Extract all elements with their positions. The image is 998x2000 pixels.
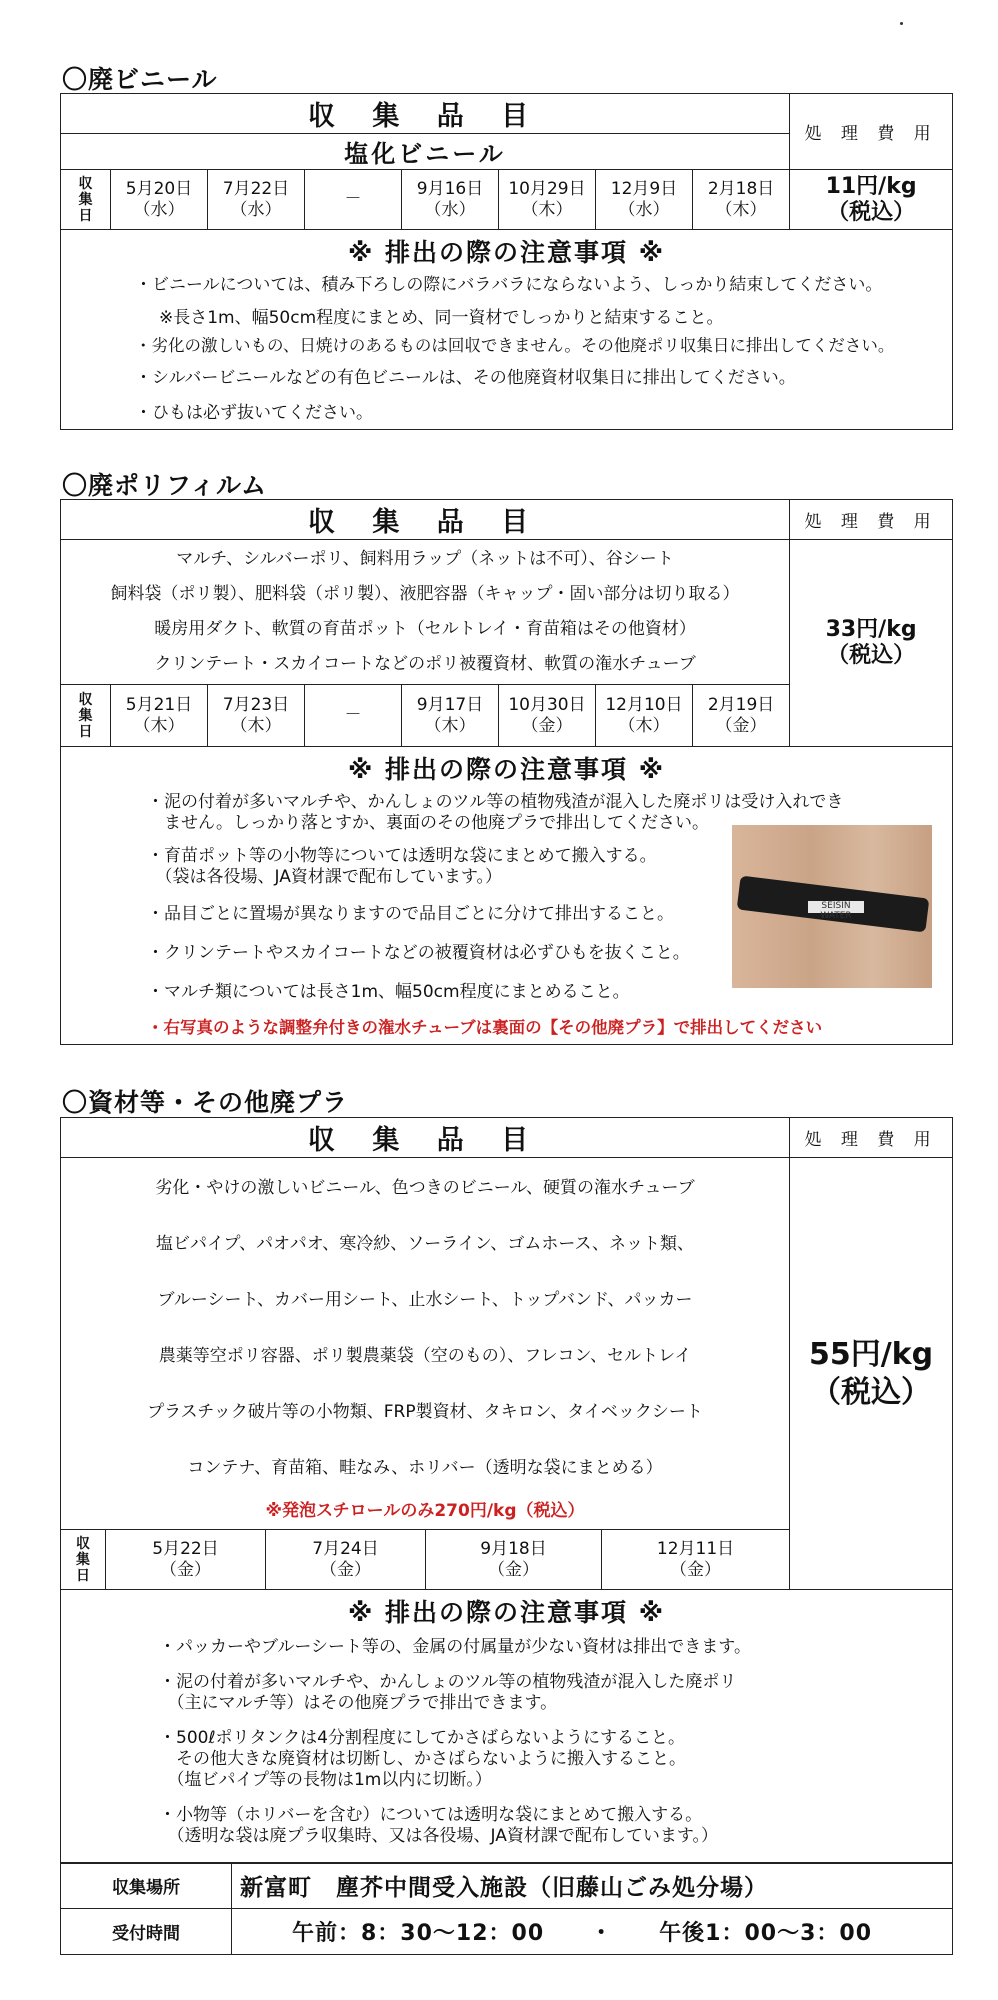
vinyl-table xyxy=(60,93,953,430)
note: その他大きな廃資材は切断し、かさばらないように搬入すること。 xyxy=(159,1749,686,1769)
fee-header: 処 理 費 用 xyxy=(790,1118,953,1158)
note: （主にマルチ等）はその他廃プラで排出できます。 xyxy=(159,1693,558,1713)
note: ・小物等（ホリバーを含む）については透明な袋にまとめて搬入する。 xyxy=(159,1805,703,1825)
section-title-polyfilm: 〇廃ポリフィルム xyxy=(62,471,268,500)
note: ・泥の付着が多いマルチや、かんしょのツル等の植物残渣が混入した廃ポリは受け入れでき xyxy=(147,792,844,812)
place-value: 新富町 塵芥中間受入施設（旧藤山ごみ処分場） xyxy=(232,1863,953,1909)
collection-date: 7月23日 （木） xyxy=(208,685,305,747)
collection-day-label: 収 集 日 xyxy=(61,685,111,747)
notes-box xyxy=(61,230,953,430)
item-line: クリンテート・スカイコートなどのポリ被覆資材、軟質の潅水チューブ xyxy=(154,654,696,674)
item-line: コンテナ、育苗箱、畦なみ、ホリバー（透明な袋にまとめる） xyxy=(187,1458,663,1478)
collection-date: 5月20日 （水） xyxy=(111,170,208,230)
note: ・ビニールについては、積み下ろしの際にバラバラにならないよう、しっかり結束してください。 xyxy=(135,275,883,295)
collection-date: 12月11日 （金） xyxy=(602,1530,790,1590)
items-header: 収 集 品 目 xyxy=(61,94,790,134)
note: ません。しっかり落とすか、裏面のその他廃プラで排出してください。 xyxy=(147,813,710,833)
item-name: 塩化ビニール xyxy=(61,134,790,170)
item-line: ブルーシート、カバー用シート、止水シート、トップバンド、パッカー xyxy=(157,1290,693,1310)
items-header: 収 集 品 目 xyxy=(61,500,790,540)
note: ・泥の付着が多いマルチや、かんしょのツル等の植物残渣が混入した廃ポリ xyxy=(159,1672,737,1692)
items-list xyxy=(61,1158,790,1530)
items-list xyxy=(61,540,790,685)
scan-speck xyxy=(900,22,903,25)
tube-label: SEISIN WATER xyxy=(808,901,864,913)
item-line: 塩ビパイプ、パオパオ、寒冷紗、ソーライン、ゴムホース、ネット類、 xyxy=(155,1234,695,1254)
notes-box xyxy=(61,1590,953,1864)
notes-title: ※ 排出の際の注意事項 ※ xyxy=(348,1598,666,1627)
place-label: 収集場所 xyxy=(61,1863,232,1909)
note-gap xyxy=(159,1791,938,1805)
note: ・育苗ポット等の小物等については透明な袋にまとめて搬入する。 xyxy=(147,846,657,866)
fee-value: 33円/kg （税込） xyxy=(790,540,953,747)
notes-title: ※ 排出の際の注意事項 ※ xyxy=(348,238,666,267)
item-line: 暖房用ダクト、軟質の育苗ポット（セルトレイ・育苗箱はその他資材） xyxy=(154,619,696,639)
note: （透明な袋は廃プラ収集時、又は各役場、JA資材課で配布しています。） xyxy=(159,1826,718,1846)
section-title-vinyl: 〇廃ビニール xyxy=(62,65,218,94)
time-value: 午前：8：30～12：00 ・ 午後1：00～3：00 xyxy=(232,1909,953,1955)
items-header: 収 集 品 目 xyxy=(61,1118,790,1158)
note: ※長さ1m、幅50cm程度にまとめ、同一資材でしっかりと結束すること。 xyxy=(159,308,724,328)
notes-title: ※ 排出の際の注意事項 ※ xyxy=(348,755,666,784)
collection-date: 2月19日 （金） xyxy=(693,685,790,747)
collection-date: 2月18日 （木） xyxy=(693,170,790,230)
note-red: ・右写真のような調整弁付きの潅水チューブは裏面の【その他廃プラ】で排出してください xyxy=(147,1018,823,1037)
note: （袋は各役場、JA資材課で配布しています。） xyxy=(147,867,502,887)
note: ・シルバービニールなどの有色ビニールは、その他廃資材収集日に排出してください。 xyxy=(135,368,796,388)
collection-day-label: 収 集 日 xyxy=(61,1530,106,1590)
collection-date: 5月22日 （金） xyxy=(106,1530,266,1590)
fee-value: 55円/kg （税込） xyxy=(790,1158,953,1590)
note: （塩ビパイプ等の長物は1m以内に切断。） xyxy=(159,1770,492,1790)
item-line: 農薬等空ポリ容器、ポリ製農薬袋（空のもの）、フレコン、セルトレイ xyxy=(158,1346,692,1366)
fee-header: 処 理 費 用 xyxy=(790,500,953,540)
note: ・劣化の激しいもの、日焼けのあるものは回収できません。その他廃ポリ収集日に排出してください。 xyxy=(135,336,895,355)
collection-date: 7月22日 （水） xyxy=(208,170,305,230)
collection-date: 5月21日 （木） xyxy=(111,685,208,747)
collection-date: － xyxy=(305,170,402,230)
fee-header: 処 理 費 用 xyxy=(790,94,953,170)
note: ・マルチ類については長さ1m、幅50cm程度にまとめること。 xyxy=(147,982,630,1002)
item-line: 飼料袋（ポリ製）、肥料袋（ポリ製）、液肥容器（キャップ・固い部分は切り取る） xyxy=(110,584,740,604)
collection-date: 12月10日 （木） xyxy=(596,685,693,747)
section-title-other-plastics: 〇資材等・その他廃プラ xyxy=(62,1088,349,1117)
item-line: 劣化・やけの激しいビニール、色つきのビニール、硬質の潅水チューブ xyxy=(155,1178,695,1198)
collection-date: － xyxy=(305,685,402,747)
note: ・品目ごとに置場が異なりますので品目ごとに分けて排出すること。 xyxy=(147,904,674,924)
fee-value: 11円/kg （税込） xyxy=(790,170,953,230)
drip-tube-photo xyxy=(732,825,932,988)
other-plastics-table xyxy=(60,1117,953,1864)
styrofoam-note: ※発泡スチロールのみ270円/kg（税込） xyxy=(265,1501,585,1521)
collection-date: 9月16日 （水） xyxy=(402,170,499,230)
item-line: マルチ、シルバーポリ、飼料用ラップ（ネットは不可）、谷シート xyxy=(176,549,674,569)
collection-date: 9月17日 （木） xyxy=(402,685,499,747)
collection-date: 7月24日 （金） xyxy=(266,1530,426,1590)
note: ・ひもは必ず抜いてください。 xyxy=(135,403,373,423)
collection-day-label: 収 集 日 xyxy=(61,170,111,230)
time-label: 受付時間 xyxy=(61,1909,232,1955)
note-gap xyxy=(159,1714,938,1728)
note: ・クリンテートやスカイコートなどの被覆資材は必ずひもを抜くこと。 xyxy=(147,943,690,963)
note: ・パッカーやブルーシート等の、金属の付属量が少ない資材は排出できます。 xyxy=(159,1637,751,1657)
collection-date: 12月9日 （水） xyxy=(596,170,693,230)
item-line: プラスチック破片等の小物類、FRP製資材、タキロン、タイベックシート xyxy=(147,1402,703,1422)
collection-date: 9月18日 （金） xyxy=(426,1530,602,1590)
collection-date: 10月30日 （金） xyxy=(499,685,596,747)
note-gap xyxy=(159,1658,938,1672)
collection-date: 10月29日 （木） xyxy=(499,170,596,230)
note: ・500ℓポリタンクは4分割程度にしてかさばらないようにすること。 xyxy=(159,1728,685,1748)
place-time-table xyxy=(60,1862,953,1955)
